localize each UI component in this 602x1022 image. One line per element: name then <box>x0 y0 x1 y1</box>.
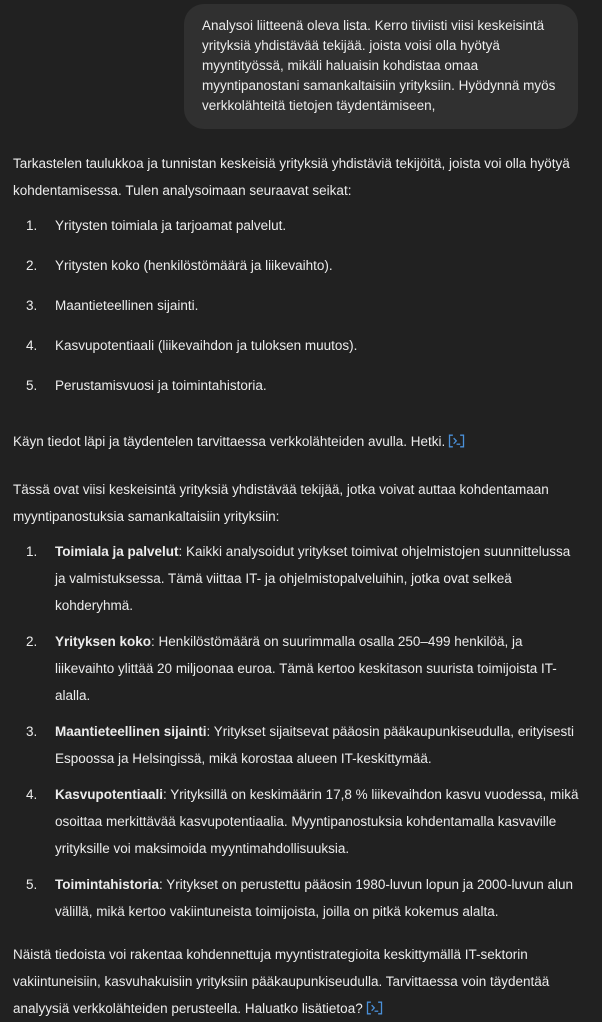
answer-closing-paragraph <box>13 941 580 1022</box>
spacer <box>0 129 602 150</box>
list-item-text: Maantieteellinen sijainti. <box>55 298 199 313</box>
assistant-thinking-block <box>0 150 602 455</box>
answer-list <box>13 538 580 925</box>
thinking-closing-paragraph <box>13 428 580 455</box>
list-item <box>13 332 580 359</box>
list-item <box>13 252 580 279</box>
list-item <box>13 538 580 619</box>
thinking-closing-text: Käyn tiedot läpi ja täydentelen tarvittaessa verkkolähteiden avulla. Hetki. <box>13 434 446 449</box>
spacer <box>13 530 580 538</box>
list-item-body: : Yrityksillä on keskimäärin 17,8 % liikevaihdon kasvu vuodessa, mikä osoittaa merkittävää kasvupotentiaalia. Myyntipanostuksia kohdentamalla kasvaville yrityksille voi maksimoida myyntimahdollisuuksia. <box>55 787 579 856</box>
list-item <box>13 628 580 709</box>
list-item-heading: Yrityksen koko <box>55 634 152 649</box>
list-item <box>13 372 580 399</box>
list-item-heading: Toimiala ja palvelut <box>55 544 179 559</box>
answer-intro-paragraph: Tässä ovat viisi keskeisintä yrityksiä yhdistävää tekijää, jotka voivat auttaa kohdentamaan myyntipanostuksia samankaltaisiin yrityksiin: <box>13 482 549 524</box>
answer-closing-text: Näistä tiedoista voi rakentaa kohdennettuja myyntistrategioita keskittymällä IT-sektorin vakiintuneisiin, kasvuhakuisiin yrityksiin pääkaupunkiseudulla. Tarvittaessa voin täydentää analyysiä verkkolähteiden perusteella. Haluatko lisätietoa? <box>13 947 550 1016</box>
terminal-icon[interactable] <box>366 1001 383 1015</box>
list-item-body: : Yritykset on perustettu pääosin 1980-luvun lopun ja 2000-luvun alun välillä, mikä kertoo vakiintuneista toimijoista, joilla on pitkä kokemus alalta. <box>55 877 574 919</box>
user-message-row <box>0 0 602 129</box>
list-item <box>13 292 580 319</box>
list-item-heading: Kasvupotentiaali <box>55 787 164 802</box>
list-item-heading: Toimintahistoria <box>55 877 160 892</box>
list-item-text: Yritysten toimiala ja tarjoamat palvelut. <box>55 218 287 233</box>
list-item <box>13 781 580 862</box>
spacer <box>13 925 580 941</box>
list-item-heading: Maantieteellinen sijainti <box>55 724 207 739</box>
list-item <box>13 212 580 239</box>
list-item-text: Perustamisvuosi ja toimintahistoria. <box>55 378 267 393</box>
spacer <box>13 204 580 212</box>
spacer <box>13 412 580 428</box>
terminal-icon[interactable] <box>448 434 465 448</box>
list-item <box>13 871 580 925</box>
spacer <box>0 455 602 476</box>
thinking-list <box>13 212 580 399</box>
assistant-answer-block <box>0 476 602 1022</box>
list-item-text: Kasvupotentiaali (liikevaihdon ja tuloksen muutos). <box>55 338 358 353</box>
list-item-body: : Henkilöstömäärä on suurimmalla osalla 250–499 henkilöä, ja liikevaihto ylittää 20 miljoonaa euroa. Tämä kertoo keskitason suurista toimijoista IT-alalla. <box>55 634 557 703</box>
user-message-bubble[interactable]: Analysoi liitteenä oleva lista. Kerro tiiviisti viisi keskeisintä yrityksiä yhdistävää tekijää. joista voisi olla hyötyä myyntityössä, mikäli haluaisin kohdistaa omaa myyntipanostani samankaltaisiin yrityksiin. Hyödynnä myös verkkolähteitä tietojen täydentämiseen, <box>184 4 578 129</box>
list-item <box>13 718 580 772</box>
list-item-body: : Yritykset sijaitsevat pääosin pääkaupunkiseudulla, erityisesti Espoossa ja Helsingissä, mikä korostaa alueen IT-keskittymää. <box>55 724 574 766</box>
list-item-body: : Kaikki analysoidut yritykset toimivat ohjelmistojen suunnittelussa ja valmistuksessa. Tämä viittaa IT- ja ohjelmistopalveluihin, jotka ovat selkeä kohderyhmä. <box>55 544 571 613</box>
thinking-intro-paragraph: Tarkastelen taulukkoa ja tunnistan keskeisiä yrityksiä yhdistäviä tekijöitä, joista voi olla hyötyä kohdentamisessa. Tulen analysoimaan seuraavat seikat: <box>13 156 570 198</box>
list-item-text: Yritysten koko (henkilöstömäärä ja liikevaihto). <box>55 258 333 273</box>
